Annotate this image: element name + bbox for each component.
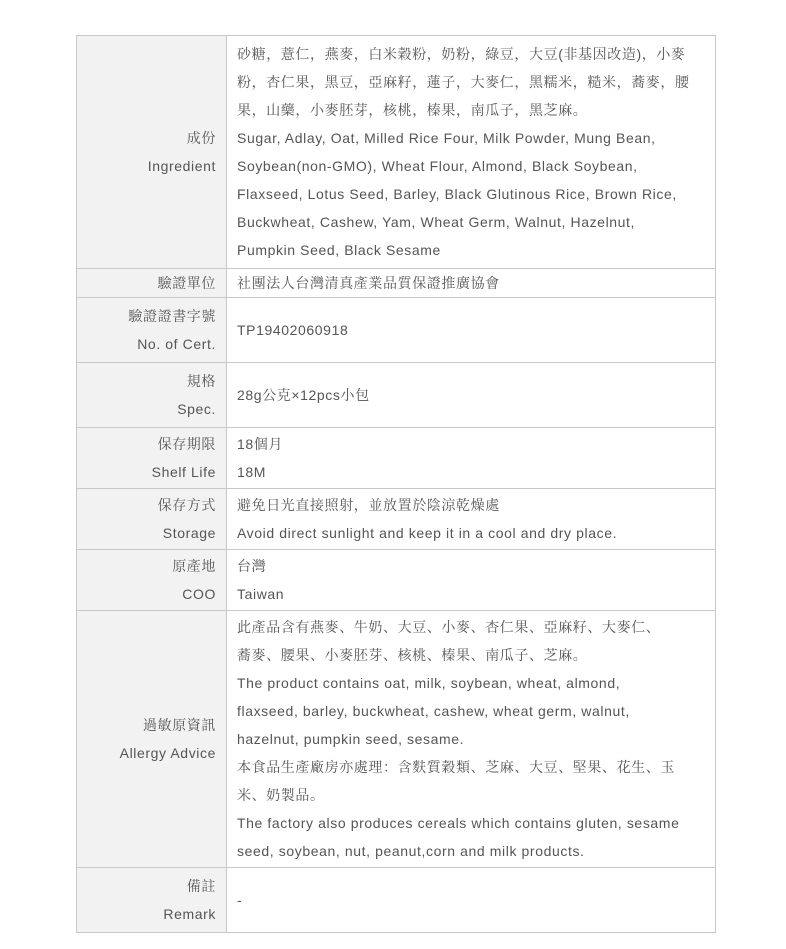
spec-value-line: 蕎麥、腰果、小麥胚芽、核桃、榛果、南瓜子、芝麻。 xyxy=(237,647,588,663)
spec-label-cell xyxy=(77,298,227,363)
spec-label-cell xyxy=(77,269,227,298)
spec-value-line: 米、奶製品。 xyxy=(237,787,325,803)
spec-label-cell xyxy=(77,611,227,868)
spec-value-cell xyxy=(227,36,716,269)
spec-label-en: Storage xyxy=(162,525,216,541)
spec-value-line: 此產品含有燕麥、牛奶、大豆、小麥、杏仁果、亞麻籽、大麥仁、 xyxy=(237,619,661,635)
spec-label-cell xyxy=(77,363,227,428)
spec-row xyxy=(77,298,716,363)
spec-row xyxy=(77,36,716,269)
spec-value-line: 果，山藥，小麥胚芽，核桃，榛果，南瓜子，黑芝麻。 xyxy=(237,102,588,118)
spec-label-zh: 保存期限 xyxy=(157,436,216,452)
spec-row xyxy=(77,611,716,868)
spec-value-cell xyxy=(227,363,716,428)
spec-value-line: - xyxy=(237,892,243,908)
spec-value-line: The factory also produces cereals which contains gluten, sesame xyxy=(237,815,680,831)
spec-label-cell xyxy=(77,489,227,550)
spec-label-en: Remark xyxy=(163,906,216,922)
spec-row xyxy=(77,868,716,933)
spec-value-line: Pumpkin Seed, Black Sesame xyxy=(237,242,441,258)
spec-label-en: Allergy Advice xyxy=(119,745,216,761)
spec-value-cell xyxy=(227,550,716,611)
spec-value-line: The product contains oat, milk, soybean, wheat, almond, xyxy=(237,675,621,691)
spec-value-line: 粉，杏仁果，黑豆，亞麻籽，蓮子，大麥仁，黑糯米，糙米，蕎麥，腰 xyxy=(237,74,690,90)
spec-label-zh: 保存方式 xyxy=(157,497,216,513)
spec-value-line: 台灣 xyxy=(237,558,267,574)
spec-value-line: 18M xyxy=(237,464,267,480)
spec-table-body xyxy=(77,36,716,933)
spec-label-zh: 驗證證書字號 xyxy=(128,308,216,324)
spec-label-en: Spec. xyxy=(177,401,216,417)
spec-label-cell xyxy=(77,428,227,489)
spec-value-line: seed, soybean, nut, peanut,corn and milk products. xyxy=(237,843,585,859)
spec-value-line: 避免日光直接照射，並放置於陰涼乾燥處 xyxy=(237,497,500,513)
spec-value-line: 砂糖，薏仁，燕麥，白米穀粉，奶粉，綠豆，大豆(非基因改造)，小麥 xyxy=(237,46,686,62)
spec-label-zh: 備註 xyxy=(186,878,216,894)
spec-value-cell xyxy=(227,269,716,298)
spec-label-zh: 規格 xyxy=(186,373,216,389)
spec-label-zh: 驗證單位 xyxy=(157,275,216,291)
spec-label-cell xyxy=(77,36,227,269)
spec-value-line: 社團法人台灣清真產業品質保證推廣協會 xyxy=(237,275,500,291)
spec-row xyxy=(77,269,716,298)
spec-label-en: Shelf Life xyxy=(151,464,216,480)
spec-value-line: Taiwan xyxy=(237,586,285,602)
spec-value-line: hazelnut, pumpkin seed, sesame. xyxy=(237,731,465,747)
spec-value-line: Avoid direct sunlight and keep it in a cool and dry place. xyxy=(237,525,618,541)
spec-value-cell xyxy=(227,489,716,550)
spec-row xyxy=(77,489,716,550)
spec-value-cell xyxy=(227,868,716,933)
spec-value-line: 18個月 xyxy=(237,436,283,452)
spec-row xyxy=(77,363,716,428)
spec-label-cell xyxy=(77,868,227,933)
spec-label-en: Ingredient xyxy=(147,158,216,174)
product-spec-table xyxy=(76,35,716,933)
spec-label-en: COO xyxy=(182,586,216,602)
spec-value-line: 28g公克×12pcs小包 xyxy=(237,387,370,403)
spec-label-cell xyxy=(77,550,227,611)
spec-row xyxy=(77,550,716,611)
spec-value-line: TP19402060918 xyxy=(237,322,349,338)
spec-value-line: 本食品生產廠房亦處理：含麩質穀類、芝麻、大豆、堅果、花生、玉 xyxy=(237,759,675,775)
spec-value-line: Sugar, Adlay, Oat, Milled Rice Four, Milk Powder, Mung Bean, xyxy=(237,130,656,146)
spec-value-cell xyxy=(227,298,716,363)
spec-value-cell xyxy=(227,428,716,489)
spec-label-zh: 成份 xyxy=(186,130,216,146)
spec-value-line: flaxseed, barley, buckwheat, cashew, wheat germ, walnut, xyxy=(237,703,630,719)
spec-row xyxy=(77,428,716,489)
spec-value-cell xyxy=(227,611,716,868)
spec-label-en: No. of Cert. xyxy=(137,336,216,352)
spec-value-line: Flaxseed, Lotus Seed, Barley, Black Glutinous Rice, Brown Rice, xyxy=(237,186,677,202)
spec-label-zh: 過敏原資訊 xyxy=(143,717,216,733)
spec-value-line: Buckwheat, Cashew, Yam, Wheat Germ, Walnut, Hazelnut, xyxy=(237,214,636,230)
spec-value-line: Soybean(non-GMO), Wheat Flour, Almond, Black Soybean, xyxy=(237,158,638,174)
spec-label-zh: 原產地 xyxy=(172,558,216,574)
